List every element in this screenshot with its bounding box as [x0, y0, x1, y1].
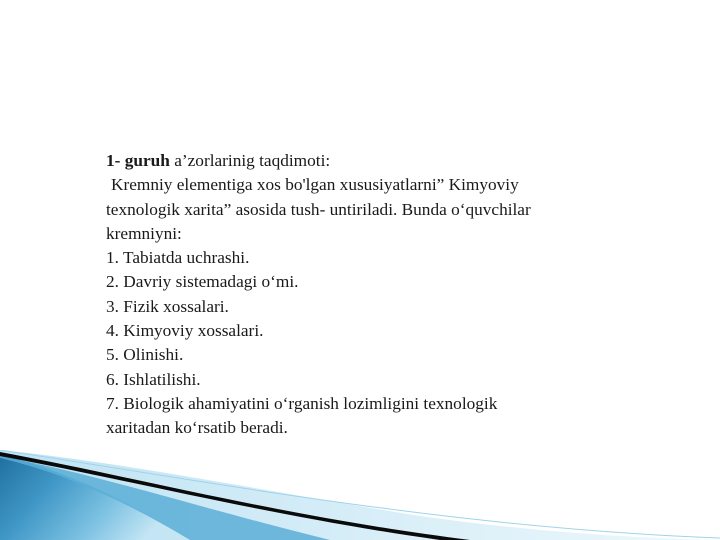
list-item-7: 7. Biologik ahamiyatini o‘rganish lozimligini texnologik	[106, 393, 498, 413]
list-item-6: 6. Ishlatilishi.	[106, 369, 201, 389]
final-line: xaritadan ko‘rsatib beradi.	[106, 418, 288, 438]
list-item-3: 3. Fizik xossalari.	[106, 296, 229, 316]
paragraph-line-2: texnologik xarita” asosida tush- untiriladi. Bunda o‘quvchilar	[106, 199, 531, 219]
paragraph-line-3: kremniyni:	[106, 223, 182, 243]
slide-text-body	[106, 149, 626, 441]
heading-line	[106, 149, 626, 173]
list-item-5: 5. Olinishi.	[106, 345, 184, 365]
heading-number: 1-	[106, 151, 121, 170]
paragraph-line-1: Kremniy elementiga xos bo'lgan xususiyatlarni” Kimyoviy	[111, 175, 519, 195]
list-item-1: 1. Tabiatda uchrashi.	[106, 248, 250, 268]
heading-rest: a’zorlarinig taqdimoti:	[169, 151, 331, 170]
heading-bold-word: guruh	[124, 151, 170, 170]
list-item-2: 2. Davriy sistemadagi o‘mi.	[106, 272, 299, 292]
bottom-wave-decoration	[0, 450, 720, 540]
list-item-4: 4. Kimyoviy xossalari.	[106, 321, 264, 341]
